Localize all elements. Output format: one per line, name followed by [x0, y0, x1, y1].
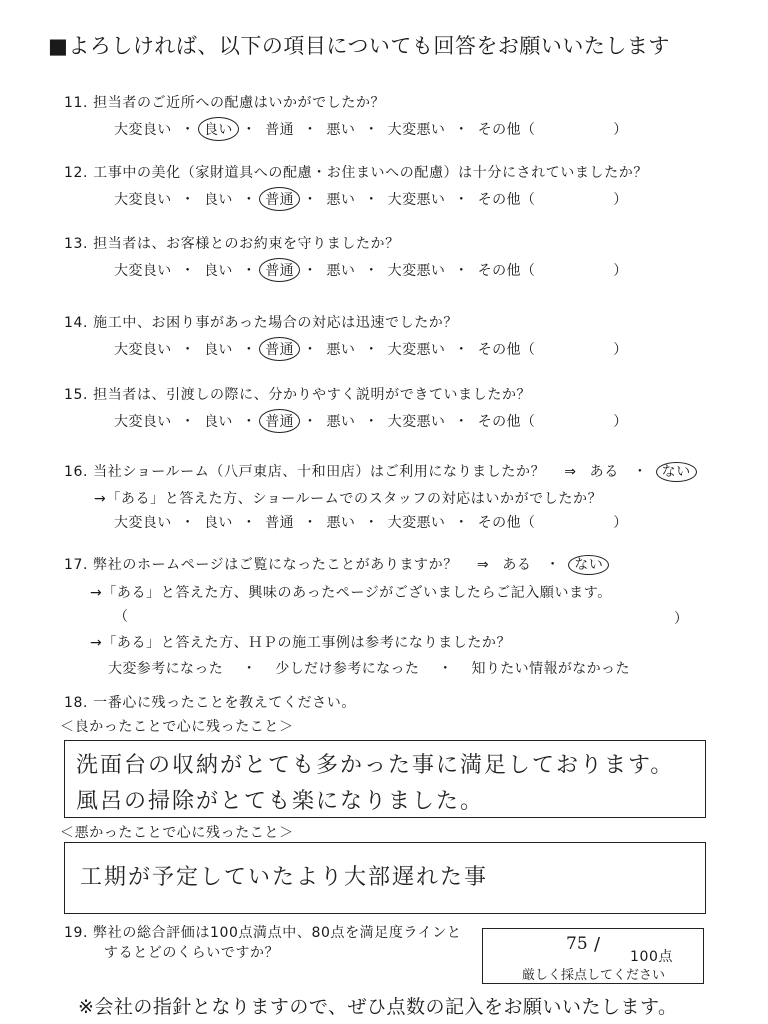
q14-option-6[interactable]: その他（ [477, 342, 536, 358]
q14-option-5[interactable]: 大変悪い [387, 342, 446, 358]
q12-options [114, 189, 628, 209]
separator: ・ [180, 515, 196, 531]
q14-option-3-selected[interactable]: 普通 [259, 337, 300, 361]
separator: ・ [303, 342, 318, 358]
close-paren: ） [613, 192, 628, 208]
q11-option-1[interactable]: 大変良い [114, 122, 172, 138]
question-16: 16. 当社ショールーム（八戸東店、十和田店）はご利用になりましたか？ ⇒ ある ・ ない [64, 461, 691, 481]
q12-option-2[interactable]: 良い [204, 192, 233, 208]
option-little-helpful[interactable]: 少しだけ参考になった [275, 661, 420, 677]
q11-option-5[interactable]: 大変悪い [387, 122, 446, 138]
separator: ・ [180, 263, 196, 279]
separator: ・ [364, 515, 379, 531]
separator: ・ [454, 414, 469, 430]
q12-option-4[interactable]: 悪い [326, 192, 356, 208]
option-very-helpful[interactable]: 大変参考になった [108, 661, 224, 677]
separator: ・ [364, 192, 379, 208]
question-text-line-2: するとどのくらいですか？ [104, 945, 280, 961]
close-paren: ） [674, 611, 689, 627]
q11-option-3[interactable]: 普通 [265, 122, 295, 138]
separator: ・ [364, 342, 379, 358]
q11-option-4[interactable]: 悪い [326, 122, 356, 138]
q11-options [114, 119, 628, 139]
separator: ・ [454, 192, 469, 208]
score-value: 75 [566, 934, 588, 954]
question-number: 14. [64, 315, 89, 331]
question-text: 担当者は、お客様とのお約束を守りましたか？ [93, 236, 400, 252]
question-15 [64, 384, 531, 404]
question-text: 担当者のご近所への配慮はいかがでしたか？ [93, 95, 386, 111]
page-title: ■よろしければ、以下の項目についても回答をお願いいたします [48, 34, 670, 58]
q15-option-4[interactable]: 悪い [326, 414, 356, 430]
good-answer-line-2: 風呂の掃除がとても楽になりました。 [76, 789, 485, 814]
answer-no-selected[interactable]: ない [656, 462, 697, 482]
q14-option-1[interactable]: 大変良い [114, 342, 172, 358]
q13-options [114, 260, 628, 280]
separator: ・ [241, 515, 257, 531]
separator: ・ [303, 122, 318, 138]
q15-option-6[interactable]: その他（ [477, 414, 536, 430]
q14-option-2[interactable]: 良い [204, 342, 233, 358]
question-number: 17. [64, 557, 89, 573]
q13-option-2[interactable]: 良い [204, 263, 233, 279]
q16-option-3[interactable]: 普通 [265, 515, 295, 531]
close-paren: ） [613, 515, 628, 531]
arrow: ⇒ [476, 557, 490, 573]
q13-option-6[interactable]: その他（ [477, 263, 536, 279]
q16-option-6[interactable]: その他（ [477, 515, 536, 531]
question-text: 当社ショールーム（八戸東店、十和田店）はご利用になりましたか？ [93, 464, 546, 480]
question-12 [64, 162, 648, 182]
question-number: 11. [64, 95, 89, 111]
separator: ・ [303, 263, 318, 279]
separator: ・ [364, 263, 379, 279]
close-paren: ） [613, 342, 628, 358]
question-number: 12. [64, 165, 89, 181]
separator: ・ [454, 263, 469, 279]
q16-followup: →「ある」と答えた方、ショールームでのスタッフの対応はいかがでしたか？ [94, 491, 603, 507]
separator: ・ [180, 414, 196, 430]
question-text: 担当者は、引渡しの際に、分かりやすく説明ができていましたか？ [93, 387, 532, 403]
close-paren: ） [613, 414, 628, 430]
q17-followup-1: →「ある」と答えた方、興味のあったページがございましたらご記入願います。 [90, 585, 612, 601]
separator: ・ [454, 342, 469, 358]
q12-option-6[interactable]: その他（ [477, 192, 536, 208]
separator: ・ [241, 342, 257, 358]
question-18 [64, 692, 356, 712]
question-number: 16. [64, 464, 89, 480]
separator: ・ [241, 263, 257, 279]
q13-option-5[interactable]: 大変悪い [387, 263, 446, 279]
q17-followup-2: →「ある」と答えた方、ＨＰの施工事例は参考になりましたか？ [90, 635, 512, 651]
question-number: 19. [64, 925, 89, 941]
separator: ・ [241, 122, 257, 138]
q16-option-1[interactable]: 大変良い [114, 515, 172, 531]
footer-note: ※会社の指針となりますので、ぜひ点数の記入をお願いいたします。 [78, 996, 678, 1018]
score-note: 厳しく採点してください [522, 968, 666, 983]
q14-options [114, 339, 628, 359]
open-paren: （ [114, 609, 129, 625]
question-number: 18. [64, 695, 89, 711]
q15-option-1[interactable]: 大変良い [114, 414, 172, 430]
separator: ・ [454, 515, 469, 531]
separator: ・ [303, 414, 318, 430]
option-no-info[interactable]: 知りたい情報がなかった [471, 661, 630, 677]
close-paren: ） [613, 122, 628, 138]
q15-option-5[interactable]: 大変悪い [387, 414, 446, 430]
q16-option-2[interactable]: 良い [204, 515, 233, 531]
q11-option-2-selected[interactable]: 良い [198, 117, 239, 141]
good-label: ＜良かったことで心に残ったこと＞ [60, 719, 294, 735]
question-13 [64, 233, 400, 253]
score-max: 100点 [630, 949, 674, 965]
separator: ・ [180, 192, 196, 208]
q12-option-1[interactable]: 大変良い [114, 192, 172, 208]
separator: ・ [364, 414, 379, 430]
q15-options [114, 411, 628, 431]
q15-option-2[interactable]: 良い [204, 414, 233, 430]
q12-option-3-selected[interactable]: 普通 [259, 187, 300, 211]
question-19 [64, 922, 461, 942]
question-text: 工事中の美化（家財道具への配慮・お住まいへの配慮）は十分にされていましたか？ [93, 165, 648, 181]
q15-option-3-selected[interactable]: 普通 [259, 409, 300, 433]
q13-option-4[interactable]: 悪い [326, 263, 356, 279]
question-text: 一番心に残ったことを教えてください。 [93, 695, 356, 711]
bad-answer: 工期が予定していたより大部遅れた事 [80, 865, 489, 890]
good-answer-line-1: 洗面台の収納がとても多かった事に満足しております。 [76, 753, 675, 778]
answer-yes[interactable]: ある [502, 557, 532, 573]
arrow: ⇒ [564, 464, 577, 480]
separator: ・ [241, 192, 257, 208]
question-text: 弊社のホームページはご覧になったことがありますか？ [93, 557, 458, 573]
q13-option-1[interactable]: 大変良い [114, 263, 172, 279]
question-11 [64, 92, 385, 112]
q16-option-4[interactable]: 悪い [326, 515, 356, 531]
question-text: 施工中、お困り事があった場合の対応は迅速でしたか？ [93, 315, 458, 331]
bad-label: ＜悪かったことで心に残ったこと＞ [60, 825, 294, 841]
q12-option-5[interactable]: 大変悪い [387, 192, 446, 208]
q14-option-4[interactable]: 悪い [326, 342, 356, 358]
separator: ・ [180, 342, 196, 358]
separator: ・ [303, 515, 318, 531]
separator: ・ [180, 122, 196, 138]
q17-options: 大変参考になった ・ 少しだけ参考になった ・ 知りたい情報がなかった [108, 661, 630, 677]
answer-no-selected[interactable]: ない [568, 555, 609, 575]
q16-options [114, 512, 628, 532]
q11-option-6[interactable]: その他（ [477, 122, 536, 138]
separator: ・ [364, 122, 379, 138]
answer-yes[interactable]: ある [589, 464, 619, 480]
question-17: 17. 弊社のホームページはご覧になったことがありますか？ ⇒ ある ・ ない [64, 554, 603, 574]
question-text-line-1: 弊社の総合評価は100点満点中、80点を満足度ラインと [93, 925, 462, 941]
score-slash: / [594, 934, 601, 955]
question-number: 15. [64, 387, 89, 403]
close-paren: ） [613, 263, 628, 279]
question-number: 13. [64, 236, 89, 252]
question-14 [64, 312, 458, 332]
separator: ・ [454, 122, 469, 138]
q16-option-5[interactable]: 大変悪い [387, 515, 446, 531]
separator: ・ [241, 414, 257, 430]
q13-option-3-selected[interactable]: 普通 [259, 258, 300, 282]
separator: ・ [303, 192, 318, 208]
